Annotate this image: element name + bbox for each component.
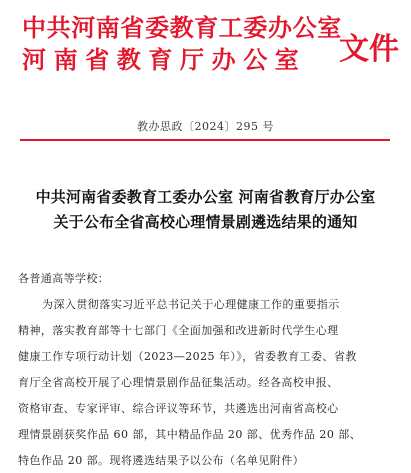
red-divider bbox=[20, 139, 390, 141]
issuer-line-2: 河南省教育厅办公室 bbox=[22, 46, 307, 74]
body-line: 育厅全省高校开展了心理情景剧作品征集活动。经各高校申报、 bbox=[18, 376, 339, 389]
document-number: 教办思政〔2024〕295 号 bbox=[137, 120, 274, 133]
body-line: 特色作品 20 部。现将遴选结果予以公布（名单见附件） bbox=[18, 454, 305, 467]
title-line-2: 关于公布全省高校心理情景剧遴选结果的通知 bbox=[53, 213, 358, 231]
issuer-line-1: 中共河南省委教育工委办公室 bbox=[22, 14, 342, 42]
salutation: 各普通高等学校： bbox=[18, 272, 110, 285]
body-line: 资格审查、专家评审、综合评议等环节，共遴选出河南省高校心 bbox=[18, 402, 339, 415]
doc-type-label: 文件 bbox=[339, 32, 399, 67]
body-line: 为深入贯彻落实习近平总书记关于心理健康工作的重要指示 bbox=[42, 298, 340, 311]
body-line: 健康工作专项行动计划（2023—2025 年）》，省委教育工委、省教 bbox=[18, 350, 357, 363]
red-letterhead bbox=[0, 6, 411, 76]
body-line: 理情景剧获奖作品 60 部，其中精品作品 20 部、优秀作品 20 部、 bbox=[18, 428, 362, 441]
body-line: 精神，落实教育部等十七部门《全面加强和改进新时代学生心理 bbox=[18, 324, 339, 337]
title-line-1: 中共河南省委教育工委办公室 河南省教育厅办公室 bbox=[35, 188, 376, 206]
